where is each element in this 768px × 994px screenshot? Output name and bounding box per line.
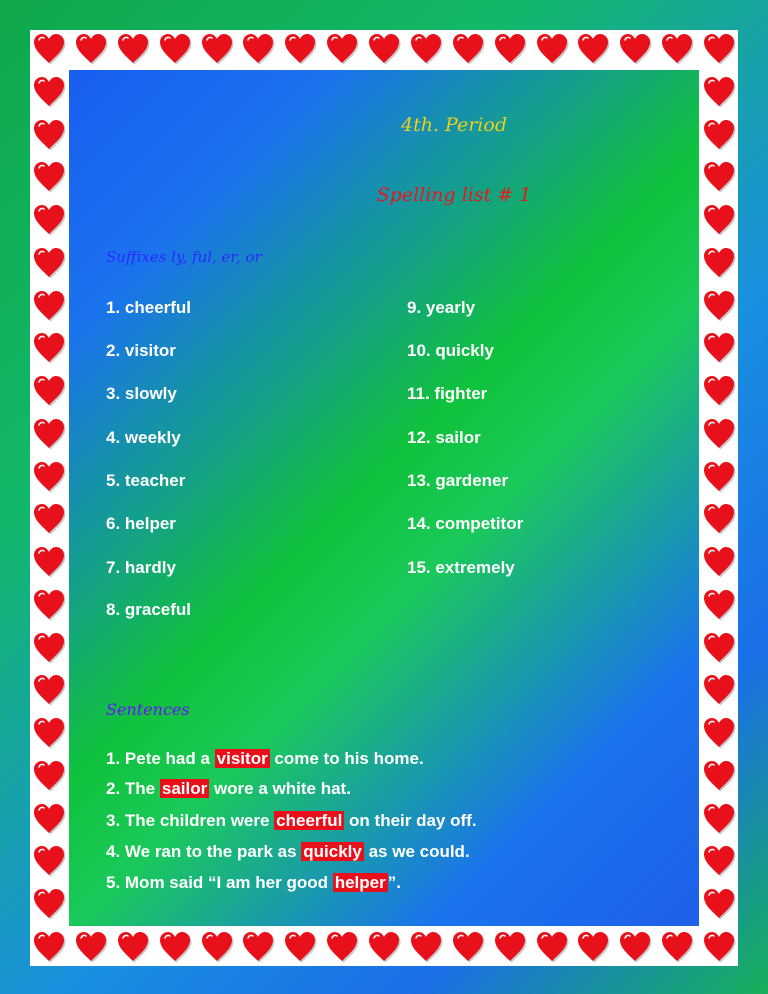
sentence-text: 2. The: [106, 779, 160, 798]
heart-icon: [200, 930, 234, 964]
word-item: 10. quickly: [407, 341, 494, 360]
heart-icon: [576, 930, 610, 964]
heart-icon: [325, 930, 359, 964]
sentence-text: on their day off.: [344, 811, 477, 830]
sentence-line: [106, 811, 477, 831]
heart-icon: [576, 32, 610, 66]
highlighted-word: helper: [334, 873, 386, 892]
sentence-line: [106, 779, 351, 799]
sentence-text: as we could.: [363, 842, 470, 861]
heart-icon: [32, 203, 66, 237]
sentence-line: [106, 842, 470, 862]
heart-icon: [702, 32, 736, 66]
heart-icon: [32, 759, 66, 793]
heart-icon: [32, 118, 66, 152]
sentence-text: ”.: [387, 873, 401, 892]
heart-icon: [283, 930, 317, 964]
heart-icon: [241, 930, 275, 964]
heart-icon: [74, 930, 108, 964]
word-item: 4. weekly: [106, 428, 181, 447]
heart-icon: [493, 930, 527, 964]
heart-icon: [618, 930, 652, 964]
heart-icon: [116, 32, 150, 66]
heart-icon: [451, 32, 485, 66]
heart-icon: [409, 930, 443, 964]
heart-icon: [702, 203, 736, 237]
heart-icon: [409, 32, 443, 66]
sentence-text: 4. We ran to the park as: [106, 842, 302, 861]
highlighted-word: quickly: [303, 842, 362, 861]
heart-icon: [241, 32, 275, 66]
heart-icon: [32, 716, 66, 750]
heart-icon: [32, 246, 66, 280]
heart-icon: [283, 32, 317, 66]
heart-icon: [32, 802, 66, 836]
word-item: 5. teacher: [106, 471, 186, 490]
heart-icon: [618, 32, 652, 66]
heart-icon: [702, 460, 736, 494]
sentence-line: [106, 873, 401, 893]
word-item: 3. slowly: [106, 384, 177, 403]
heart-icon: [702, 75, 736, 109]
sentence-text: wore a white hat.: [209, 779, 351, 798]
heart-icon: [74, 32, 108, 66]
word-item: 12. sailor: [407, 428, 481, 447]
heart-icon: [32, 331, 66, 365]
heart-icon: [702, 502, 736, 536]
sentence-text: come to his home.: [269, 749, 424, 768]
heart-icon: [32, 75, 66, 109]
word-item: 7. hardly: [106, 558, 176, 577]
heart-icon: [702, 844, 736, 878]
word-item: 8. graceful: [106, 600, 192, 619]
heart-icon: [32, 32, 66, 66]
heart-icon: [702, 374, 736, 408]
heart-icon: [158, 930, 192, 964]
heart-icon: [702, 887, 736, 921]
word-item: 9. yearly: [407, 298, 476, 317]
heart-icon: [702, 631, 736, 665]
heart-icon: [702, 759, 736, 793]
heart-icon: [32, 673, 66, 707]
heart-icon: [325, 32, 359, 66]
heart-icon: [32, 502, 66, 536]
heart-icon: [32, 930, 66, 964]
heart-icon: [660, 32, 694, 66]
sentence-text: 5. Mom said “I am her good: [106, 873, 333, 892]
heart-icon: [158, 32, 192, 66]
heart-icon: [32, 844, 66, 878]
heart-icon: [32, 887, 66, 921]
heart-icon: [200, 32, 234, 66]
worksheet-page: [69, 70, 699, 926]
sentences-heading: Sentences: [106, 700, 190, 719]
heart-icon: [702, 118, 736, 152]
heart-icon: [702, 246, 736, 280]
highlighted-word: visitor: [216, 749, 268, 768]
heart-icon: [32, 417, 66, 451]
heart-icon: [702, 160, 736, 194]
word-item: 1. cheerful: [106, 298, 192, 317]
word-item: 2. visitor: [106, 341, 176, 360]
heart-icon: [702, 331, 736, 365]
word-item: 11. fighter: [407, 384, 488, 403]
sentence-text: 3. The children were: [106, 811, 275, 830]
heart-icon: [32, 631, 66, 665]
heart-icon: [32, 160, 66, 194]
heart-icon: [702, 802, 736, 836]
heart-icon: [451, 930, 485, 964]
heart-icon: [32, 460, 66, 494]
word-item: 15. extremely: [407, 558, 515, 577]
spelling-list-title: Spelling list # 1: [376, 184, 532, 206]
heart-icon: [32, 289, 66, 323]
heart-icon: [367, 930, 401, 964]
highlighted-word: cheerful: [276, 811, 343, 830]
word-item: 14. competitor: [407, 514, 524, 533]
heart-icon: [702, 289, 736, 323]
heart-icon: [32, 374, 66, 408]
heart-icon: [702, 930, 736, 964]
heart-icon: [367, 32, 401, 66]
heart-icon: [702, 673, 736, 707]
heart-icon: [116, 930, 150, 964]
heart-icon: [535, 32, 569, 66]
sentence-text: 1. Pete had a: [106, 749, 215, 768]
heart-icon: [702, 588, 736, 622]
heart-icon: [702, 716, 736, 750]
suffixes-subtitle: Suffixes ly, ful, er, or: [106, 248, 262, 266]
heart-icon: [493, 32, 527, 66]
period-title: 4th. Period: [401, 114, 507, 136]
word-item: 13. gardener: [407, 471, 509, 490]
highlighted-word: sailor: [161, 779, 208, 798]
heart-icon: [660, 930, 694, 964]
heart-icon: [32, 545, 66, 579]
heart-icon: [702, 417, 736, 451]
heart-icon: [32, 588, 66, 622]
heart-icon: [535, 930, 569, 964]
heart-icon: [702, 545, 736, 579]
word-item: 6. helper: [106, 514, 176, 533]
sentence-line: [106, 749, 424, 769]
